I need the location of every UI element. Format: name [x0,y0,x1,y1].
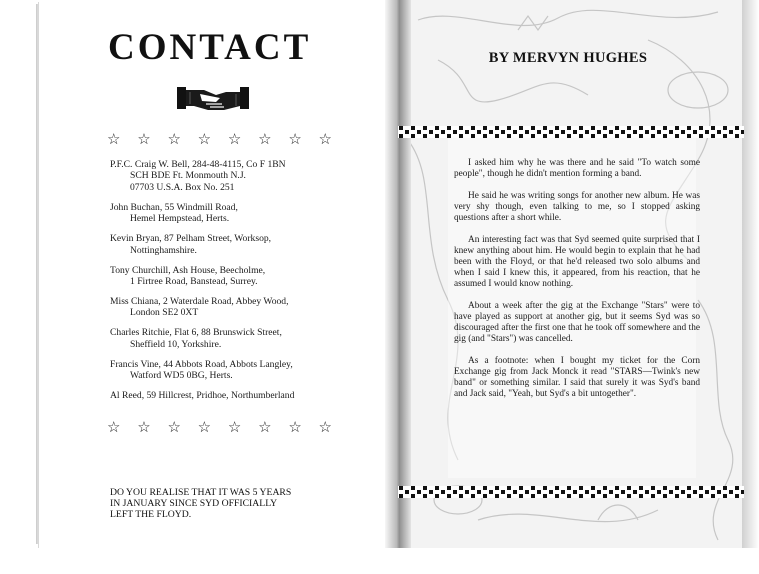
checker-square [591,134,595,138]
checker-square [471,494,475,498]
checker-band-bottom [398,486,744,498]
checker-square [513,490,517,494]
checker-square [735,486,739,490]
checker-square [495,134,499,138]
checker-square [609,130,613,134]
checker-square [639,494,643,498]
checker-square [399,494,403,498]
star-divider-bottom [107,418,332,437]
checker-square [687,134,691,138]
contact-line: London SE2 0XT [130,307,199,319]
contact-entry [110,233,360,256]
contact-list [110,159,360,410]
checker-square [657,130,661,134]
checker-square [411,134,415,138]
checker-square [561,490,565,494]
checker-square [627,494,631,498]
contact-line: Miss Chiana, 2 Waterdale Road, Abbey Wood, [110,296,289,308]
checker-square [429,130,433,134]
star-icon: ☆ [227,420,242,436]
checker-square [591,486,595,490]
checker-square [477,490,481,494]
checker-square [459,134,463,138]
checker-square [453,130,457,134]
checker-square [489,130,493,134]
checker-square [567,134,571,138]
checker-square [399,134,403,138]
checker-square [669,490,673,494]
checker-square [501,490,505,494]
checker-square [495,126,499,130]
checker-square [735,126,739,130]
checker-square [699,494,703,498]
right-page-edge [742,0,759,574]
checker-square [435,134,439,138]
checker-square [531,486,535,490]
checker-square [537,490,541,494]
checker-square [597,130,601,134]
checker-square [729,130,733,134]
checker-square [549,490,553,494]
star-icon: ☆ [288,420,302,436]
checker-square [687,494,691,498]
checker-square [411,486,415,490]
checker-square [579,134,583,138]
checker-square [519,494,523,498]
checker-square [477,130,481,134]
checker-square [405,490,409,494]
star-icon: ☆ [137,132,151,148]
checker-square [645,130,649,134]
star-icon: ☆ [288,132,302,148]
checker-square [495,494,499,498]
checker-square [735,494,739,498]
checker-square [459,126,463,130]
checker-square [663,126,667,130]
checker-square [699,134,703,138]
checker-square [675,486,679,490]
checker-square [705,130,709,134]
checker-square [675,134,679,138]
checker-square [681,130,685,134]
contact-line: Hemel Hempstead, Herts. [130,213,230,225]
checker-square [471,126,475,130]
checker-square [417,130,421,134]
checker-square [411,494,415,498]
checker-square [693,130,697,134]
checker-square [639,486,643,490]
checker-square [711,494,715,498]
checker-square [411,126,415,130]
checker-square [435,494,439,498]
star-icon: ☆ [258,132,272,148]
checker-square [603,134,607,138]
checker-square [429,490,433,494]
checker-square [447,486,451,490]
checker-square [633,490,637,494]
checker-square [585,130,589,134]
footer-note [110,487,330,521]
checker-square [525,490,529,494]
checker-square [459,494,463,498]
checker-square [483,494,487,498]
checker-square [603,486,607,490]
checker-square [489,490,493,494]
star-divider-top [107,130,332,149]
checker-square [573,130,577,134]
checker-square [597,490,601,494]
checker-square [567,486,571,490]
checker-square [675,494,679,498]
checker-square [423,126,427,130]
right-page-content [398,0,744,556]
checker-square [621,130,625,134]
checker-square [687,126,691,130]
checker-square [531,494,535,498]
checker-square [543,494,547,498]
article-paragraph: I asked him why he was there and he said "To watch some people", though he didn't mention forming a band. [454,158,700,179]
star-icon: ☆ [167,420,181,436]
checker-square [645,490,649,494]
checker-square [735,134,739,138]
checker-square [465,130,469,134]
checker-square [651,126,655,130]
checker-square [723,486,727,490]
star-icon: ☆ [167,132,181,148]
checker-square [621,490,625,494]
checker-square [687,486,691,490]
contact-line: Watford WD5 0BG, Herts. [130,370,233,382]
star-icon: ☆ [107,420,121,436]
checker-square [423,134,427,138]
checker-square [471,486,475,490]
checker-square [531,126,535,130]
checker-square [663,134,667,138]
checker-square [507,126,511,130]
checker-square [471,134,475,138]
checker-square [717,490,721,494]
footer-line: LEFT THE FLOYD. [110,509,192,521]
contact-entry [110,327,360,350]
checker-square [561,130,565,134]
checker-square [627,486,631,490]
checker-square [459,486,463,490]
checker-square [693,490,697,494]
checker-square [525,130,529,134]
checker-square [627,134,631,138]
checker-square [663,486,667,490]
contact-entry [110,159,360,193]
star-icon: ☆ [137,420,151,436]
checker-square [711,126,715,130]
article-paragraph: An interesting fact was that Syd seemed quite surprised that I knew anything about him. He would begin to explain that he had been with the Floyd, or that he'd released two solo albums and when I said I knew this, it appeared, from his reaction, that he assumed I would know nothing. [454,235,700,289]
checker-square [723,494,727,498]
checker-square [651,134,655,138]
footer-line: DO YOU REALISE THAT IT WAS 5 YEARS [110,487,292,498]
checker-square [441,130,445,134]
checker-square [495,486,499,490]
checker-square [639,134,643,138]
contact-entry [110,265,360,288]
checker-square [555,486,559,490]
checker-square [681,490,685,494]
star-icon: ☆ [258,420,272,436]
checker-square [711,134,715,138]
checker-square [591,126,595,130]
checker-square [453,490,457,494]
checker-square [513,130,517,134]
checker-square [711,486,715,490]
checker-square [399,126,403,130]
star-icon: ☆ [197,132,212,148]
checker-square [609,490,613,494]
checker-square [543,126,547,130]
checker-square [627,126,631,130]
checker-square [741,490,744,494]
checker-square [537,130,541,134]
checker-square [447,134,451,138]
checker-square [615,486,619,490]
checker-square [519,486,523,490]
checker-square [567,126,571,130]
checker-square [543,134,547,138]
checker-square [717,130,721,134]
checker-square [579,494,583,498]
contact-line: 07703 U.S.A. Box No. 251 [130,181,235,193]
checker-square [447,126,451,130]
article-body [454,158,700,411]
checker-square [483,126,487,130]
contact-line: Tony Churchill, Ash House, Beecholme, [110,264,266,276]
checker-square [447,494,451,498]
article-paragraph: He said he was writing songs for another new album. He was very shy though, even talking to me, so I stopped asking questions after a short while. [454,191,700,223]
contact-line: John Buchan, 55 Windmill Road, [110,201,238,213]
contact-line: Charles Ritchie, Flat 6, 88 Brunswick Street, [110,327,282,339]
contact-line: Francis Vine, 44 Abbots Road, Abbots Langley, [110,358,293,370]
checker-square [633,130,637,134]
star-icon: ☆ [318,132,332,148]
checker-square [663,494,667,498]
checker-square [543,486,547,490]
checker-square [501,130,505,134]
article-paragraph: As a footnote: when I bought my ticket for the Corn Exchange gig from Jack Monck it read "STARS—Twink's new band" or something similar. I said that surely it was Syd's band and Jack said, "Yeah, but Syd's a bit untogether". [454,356,700,399]
checker-square [651,486,655,490]
checker-square [675,126,679,130]
checker-square [567,494,571,498]
checker-square [591,494,595,498]
checker-square [741,130,744,134]
star-icon: ☆ [107,132,121,148]
checker-square [723,134,727,138]
checker-square [603,126,607,130]
checker-square [639,126,643,130]
checker-square [669,130,673,134]
checker-square [519,134,523,138]
contact-line: Al Reed, 59 Hillcrest, Pridhoe, Northumberland [110,390,295,402]
checker-square [723,126,727,130]
checker-square [423,486,427,490]
contact-entry [110,359,360,382]
contact-line: Sheffield 10, Yorkshire. [130,338,222,350]
checker-square [555,494,559,498]
checker-square [729,490,733,494]
checker-square [555,126,559,130]
checker-square [417,490,421,494]
checker-square [615,126,619,130]
checker-square [705,490,709,494]
checker-square [531,134,535,138]
checker-square [615,494,619,498]
checker-square [405,130,409,134]
checker-square [465,490,469,494]
checker-square [555,134,559,138]
checker-square [435,126,439,130]
contact-line: P.F.C. Craig W. Bell, 284-48-4115, Co F 1BN [110,159,286,170]
checker-square [657,490,661,494]
footer-line: IN JANUARY SINCE SYD OFFICIALLY [110,498,278,510]
checker-square [507,486,511,490]
star-icon: ☆ [227,132,242,148]
checker-square [507,134,511,138]
checker-square [603,494,607,498]
checker-square [651,494,655,498]
checker-square [435,486,439,490]
checker-square [519,126,523,130]
checker-square [483,486,487,490]
checker-square [483,134,487,138]
page-title: CONTACT [108,27,312,68]
contact-line: Nottinghamshire. [130,244,197,256]
checker-square [579,486,583,490]
checker-square [579,126,583,130]
checker-square [441,490,445,494]
checker-band-top [398,126,744,138]
contact-line: Kevin Bryan, 87 Pelham Street, Worksop, [110,233,272,245]
handshake-icon [176,80,250,114]
star-icon: ☆ [318,420,332,436]
contact-entry [110,202,360,225]
contact-entry [110,390,360,401]
article-paragraph: About a week after the gig at the Exchange "Stars" were to have played as support at another gig, but it seems Syd was so discouraged after the first one that he took off somewhere and the gig (and "Stars") was cancelled. [454,301,700,344]
contact-line: 1 Firtree Road, Banstead, Surrey. [130,276,258,288]
checker-square [507,494,511,498]
contact-entry [110,296,360,319]
checker-square [549,130,553,134]
article-byline: BY MERVYN HUGHES [488,50,648,66]
checker-square [423,494,427,498]
checker-square [399,486,403,490]
checker-square [585,490,589,494]
checker-square [615,134,619,138]
checker-square [699,126,703,130]
contact-line: SCH BDE Ft. Monmouth N.J. [130,170,246,182]
checker-square [699,486,703,490]
checker-square [573,490,577,494]
star-icon: ☆ [197,420,212,436]
